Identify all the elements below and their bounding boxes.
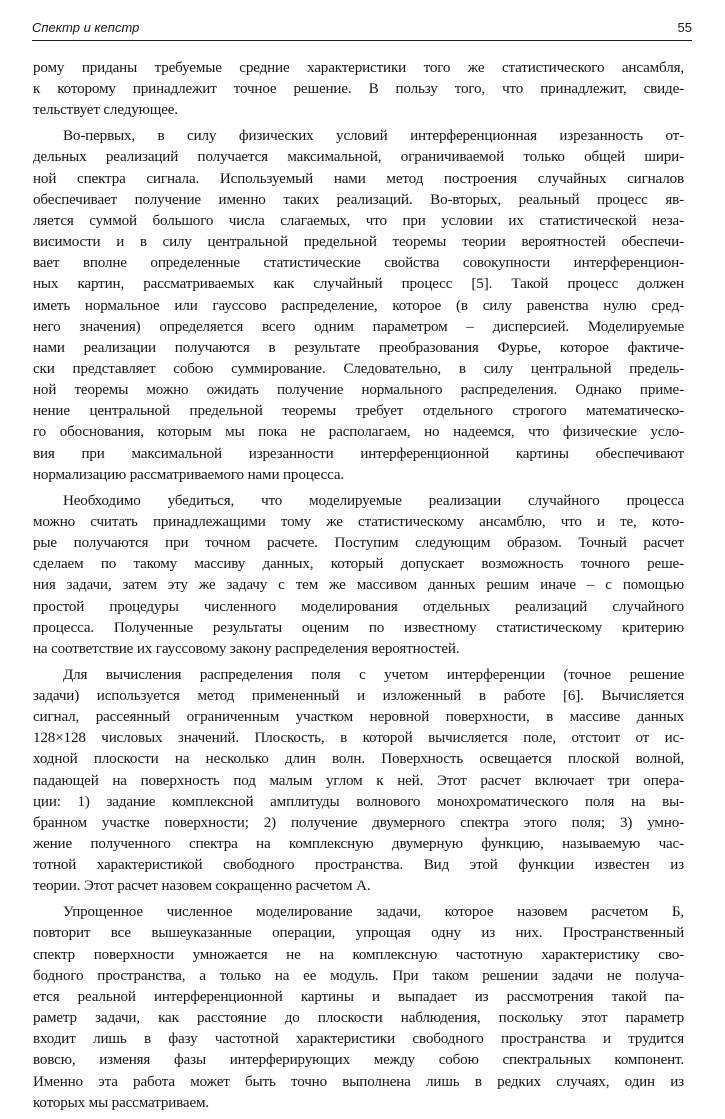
text-line: тотной характеристикой свободного пространства. Вид этой функции известен из (33, 857, 684, 874)
text-line: которых мы рассматриваем. (33, 1094, 210, 1111)
text-line: можно считать принадлежащими тому же статистическому ансамблю, что и те, кото- (33, 513, 684, 530)
text-line: падающей на поверхность под малым углом к ней. Этот расчет включает три опера- (33, 772, 684, 789)
paragraph (33, 491, 684, 660)
text-line: дельных реализаций получается максимальной, ограничиваемой только общей шири- (33, 149, 684, 166)
paragraph (33, 126, 684, 486)
text-line: го обоснования, которым мы пока не располагаем, но надеемся, что физические усло- (33, 424, 684, 441)
paragraph (33, 665, 684, 898)
text-line: к которому принадлежит точное решение. В пользу того, что принадлежит, свиде- (33, 81, 684, 98)
text-line: ляется суммой большого числа слагаемых, что при условии их статистической неза- (33, 212, 684, 229)
text-line: бодного пространства, а только на ее модуль. При таком решении задачи не получа- (33, 967, 684, 984)
text-line: жение полученного спектра на комплексную двумерную функцию, называемую час- (33, 836, 684, 853)
text-line: Именно эта работа может быть точно выполнена лишь в редких случаях, один из (33, 1073, 684, 1090)
text-line: 128×128 числовых значений. Плоскость, в которой вычисляется поле, отстоит от ис- (33, 730, 684, 747)
header-rule (32, 40, 692, 41)
text-line: рые получаются при точном расчете. Поступим следующим образом. Точный расчет (33, 535, 684, 552)
paragraph (33, 902, 684, 1114)
text-line: тельствует следующее. (33, 102, 178, 119)
text-line: ной теоремы можно ожидать получение нормального распределения. Однако приме- (33, 382, 684, 399)
text-line: бранном участке поверхности; 2) получение двумерного спектра этого поля; 3) умно- (33, 814, 684, 831)
chapter-title: Спектр и кепстр (32, 20, 140, 35)
text-line: ется реальной интерференционной картины и выпадает из рассмотрения такой па- (33, 988, 684, 1005)
text-line: ции: 1) задание комплексной амплитуды волнового монохроматического поля на вы- (33, 793, 684, 810)
text-line: входит лишь в фазу частотной характеристики свободного пространства и трудится (33, 1031, 684, 1048)
text-line: вовсю, изменяя фазы интерферирующих между собою спектральных компонент. (33, 1052, 684, 1069)
text-line: нение центральной предельной теоремы требует отдельного строгого математическо- (33, 403, 684, 420)
text-line: простой процедуры численного моделирования отдельных реализаций случайного (33, 598, 684, 615)
text-line: ходной плоскости на несколько длин волн. Поверхность освещается плоской волной, (33, 751, 684, 768)
text-line: сделаем по такому массиву данных, который допускает возможность точного реше- (33, 556, 684, 573)
text-line: вает вполне определенные статистические свойства совокупности интерференцион- (33, 255, 684, 272)
text-line: ной спектра сигнала. Используемый нами метод построения случайных сигналов (33, 170, 684, 187)
text-line: повторит все вышеуказанные операции, упрощая одну из них. Пространственный (33, 925, 684, 942)
text-line: задачи) используется метод примененный и изложенный в работе [6]. Вычисляется (33, 687, 684, 704)
text-line: Для вычисления распределения поля с учетом интерференции (точное решение (63, 666, 684, 683)
text-line: теории. Этот расчет назовем сокращенно расчетом А. (33, 878, 371, 895)
text-line: сигнал, рассеянный ограниченным участком неровной поверхности, в массиве данных (33, 709, 684, 726)
text-line: него значения) определяется всего одним параметром – дисперсией. Моделируемые (33, 318, 684, 335)
text-line: висимости и в силу центральной предельной теоремы теории вероятностей обеспечи- (33, 234, 684, 251)
page-number: 55 (677, 20, 692, 35)
paragraph (33, 58, 684, 121)
running-header (32, 18, 692, 40)
text-line: нами реализации получаются в результате преобразования Фурье, которое фактиче- (33, 339, 684, 356)
text-line: Упрощенное численное моделирование задачи, которое назовем расчетом Б, (63, 904, 684, 921)
text-line: рому приданы требуемые средние характеристики того же статистического ансамбля, (33, 60, 684, 76)
text-line: нормализацию рассматриваемого нами процесса. (33, 466, 345, 483)
text-line: раметр задачи, как расстояние до плоскости наблюдения, поскольку этот параметр (33, 1010, 684, 1027)
body-text (33, 58, 684, 1119)
text-line: Необходимо убедиться, что моделируемые реализации случайного процесса (63, 492, 684, 509)
text-line: Во-первых, в силу физических условий интерференционная изрезанность от- (63, 128, 684, 145)
text-line: спектр поверхности умножается не на комплексную частотную характеристику сво- (33, 946, 684, 963)
text-line: на соответствие их гауссовому закону распределения вероятностей. (33, 640, 460, 657)
text-line: процесса. Полученные результаты оценим по известному статистическому критерию (33, 619, 684, 636)
text-line: ски представляет собою суммирование. Следовательно, в силу центральной предель- (33, 360, 684, 377)
text-line: ния задачи, затем эту же задачу с тем же массивом данных решим иначе – с помощью (33, 577, 684, 594)
text-line: вия при максимальной изрезанности интерференционной картины обеспечивают (33, 445, 684, 462)
text-line: иметь нормальное или гауссово распределение, которое (в силу равенства нулю сред- (33, 297, 684, 314)
text-line: ных картин, рассматриваемых как случайный процесс [5]. Такой процесс должен (33, 276, 684, 293)
text-line: обеспечивает получение именно таких реализаций. Во-вторых, реальный процесс яв- (33, 191, 684, 208)
